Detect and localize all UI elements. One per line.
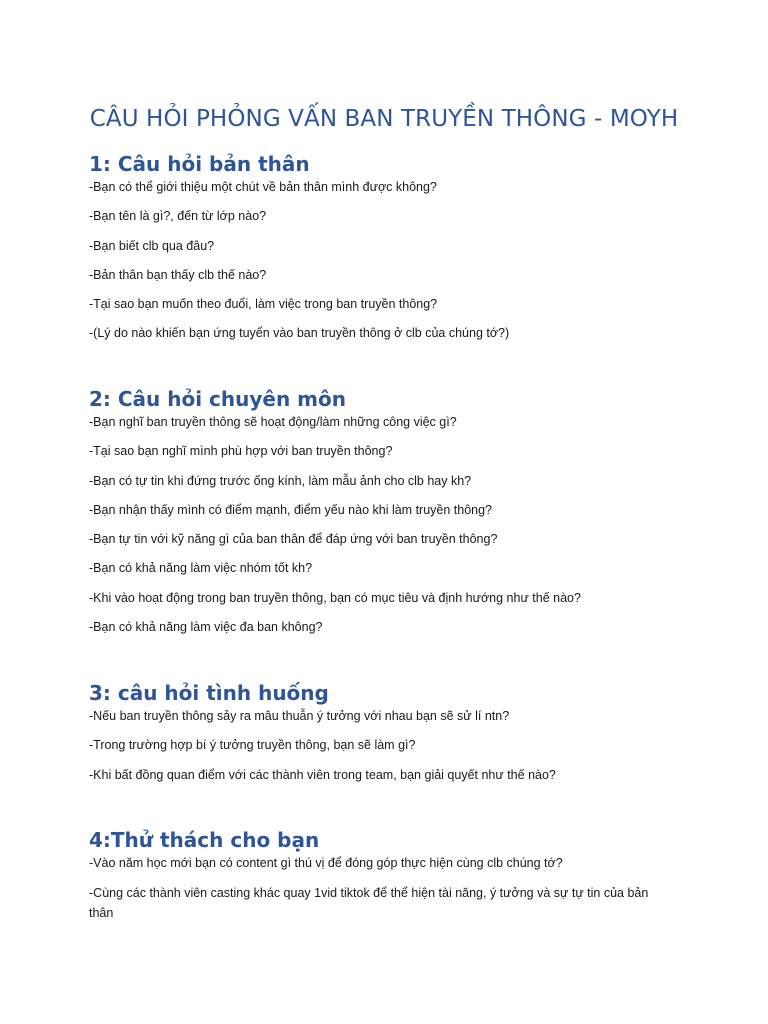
section-heading: 1: Câu hỏi bản thân [89,152,310,176]
document-title: CÂU HỎI PHỎNG VẤN BAN TRUYỀN THÔNG - MOYH [89,106,679,132]
question-item: -Bạn có khả năng làm việc đa ban không? [89,620,323,635]
question-item: -Bạn có tự tin khi đứng trước ống kính, làm mẫu ảnh cho clb hay kh? [89,473,472,488]
question-item: -Bạn tên là gì?, đến từ lớp nào? [89,209,267,224]
section-heading: 2: Câu hỏi chuyên môn [89,387,347,411]
question-item: -(Lý do nào khiến bạn ứng tuyển vào ban truyền thông ở clb của chúng tớ?) [89,326,510,341]
question-item: -Vào năm học mới bạn có content gì thú vị để đóng góp thực hiện cùng clb chúng tớ? [89,856,563,870]
question-item: -Bạn nghĩ ban truyền thông sẽ hoạt động/làm những công việc gì? [89,415,457,429]
question-item: -Nếu ban truyền thông sảy ra mâu thuẫn ý tưởng với nhau bạn sẽ sử lí ntn? [89,709,510,723]
question-list [89,178,729,342]
question-item: -Trong trường hợp bí ý tưởng truyền thông, bạn sẽ làm gì? [89,738,416,753]
question-item: -Tại sao bạn nghĩ mình phù hợp với ban truyền thông? [89,444,393,459]
section-heading: 4:Thử thách cho bạn [89,828,320,852]
question-item: -Khi bất đồng quan điểm với các thành viên trong team, bạn giải quyết như thế nào? [89,767,556,782]
question-item: -Bạn có thể giới thiệu một chút về bản thân mình được không? [89,180,437,194]
section-self-questions [89,150,729,354]
question-list [89,413,729,636]
question-item: -Bạn biết clb qua đâu? [89,238,215,253]
section-heading: 3: câu hỏi tình huống [89,681,329,705]
question-list [89,854,729,923]
question-item: -Bản thân bạn thấy clb thế nào? [89,267,267,282]
section-situation-questions [89,679,729,795]
section-professional-questions [89,385,729,647]
question-item: -Bạn tự tin với kỹ năng gì của ban thân để đáp ứng với ban truyền thông? [89,532,498,547]
question-item: -Tại sao bạn muốn theo đuổi, làm việc trong ban truyền thông? [89,297,438,312]
question-item: -Bạn nhận thấy mình có điểm mạnh, điểm yếu nào khi làm truyền thông? [89,502,493,517]
question-list [89,707,729,784]
question-item: -Bạn có khả năng làm việc nhóm tốt kh? [89,561,313,576]
section-challenge [89,826,729,935]
question-item: -Khi vào hoạt động trong ban truyền thông, bạn có mục tiêu và định hướng như thế nào? [89,590,581,605]
question-item: -Cùng các thành viên casting khác quay 1vid tiktok để thể hiện tài năng, ý tưởng và sự tự tin của bản thân [89,886,649,921]
